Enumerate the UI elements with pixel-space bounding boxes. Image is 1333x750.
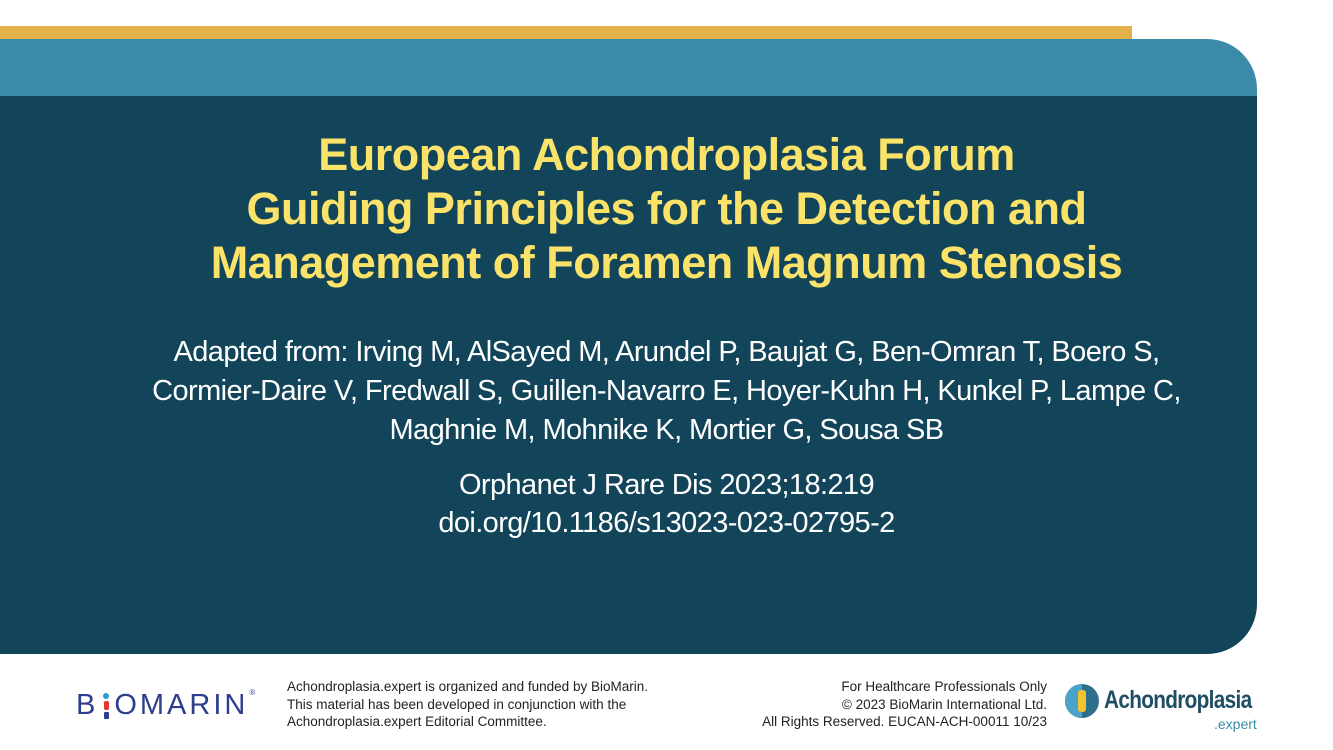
authors-line-1: Adapted from: Irving M, AlSayed M, Arundel P, Baujat G, Ben-Omran T, Boero S, — [173, 336, 1160, 368]
authors-line-3: Maghnie M, Mohnike K, Mortier G, Sousa SB — [389, 414, 944, 446]
funding-statement — [287, 678, 717, 731]
biomarin-i-icon — [101, 691, 111, 719]
rights-line-2: © 2023 BioMarin International Ltd. — [841, 696, 1047, 712]
achondroplasia-expert-logo — [1065, 684, 1265, 734]
achondroplasia-logo-word: Achondroplasia — [1104, 686, 1252, 714]
rights-statement — [762, 678, 1047, 731]
achondroplasia-expert-icon — [1065, 684, 1099, 718]
rights-line-1: For Healthcare Professionals Only — [841, 679, 1047, 694]
citation-block — [0, 466, 1333, 542]
achondroplasia-logo-sub: .expert — [1214, 716, 1257, 732]
funding-line-1: Achondroplasia.expert is organized and funded by BioMarin. — [287, 679, 648, 694]
journal-reference: Orphanet J Rare Dis 2023;18:219 — [458, 469, 875, 501]
authors-block — [0, 333, 1333, 450]
doi-link[interactable]: doi.org/10.1186/s13023-023-02795-2 — [438, 507, 895, 539]
title-line-2: Guiding Principles for the Detection and — [246, 183, 1087, 234]
biomarin-logo — [76, 688, 255, 722]
registered-mark: ® — [249, 688, 256, 697]
title-line-1: European Achondroplasia Forum — [318, 129, 1015, 180]
title-line-3: Management of Foramen Magnum Stenosis — [210, 237, 1123, 288]
rights-line-3: All Rights Reserved. EUCAN-ACH-00011 10/23 — [762, 714, 1047, 729]
funding-line-2: This material has been developed in conjunction with the — [287, 696, 627, 712]
authors-line-2: Cormier-Daire V, Fredwall S, Guillen-Navarro E, Hoyer-Kuhn H, Kunkel P, Lampe C, — [152, 375, 1181, 407]
funding-line-3: Achondroplasia.expert Editorial Committee. — [287, 714, 547, 729]
biomarin-logo-suffix: OMARIN — [114, 689, 249, 721]
gold-accent-bar — [0, 26, 1132, 39]
biomarin-logo-prefix: B — [76, 689, 99, 721]
page-title — [0, 128, 1333, 290]
header-band — [0, 39, 1257, 96]
